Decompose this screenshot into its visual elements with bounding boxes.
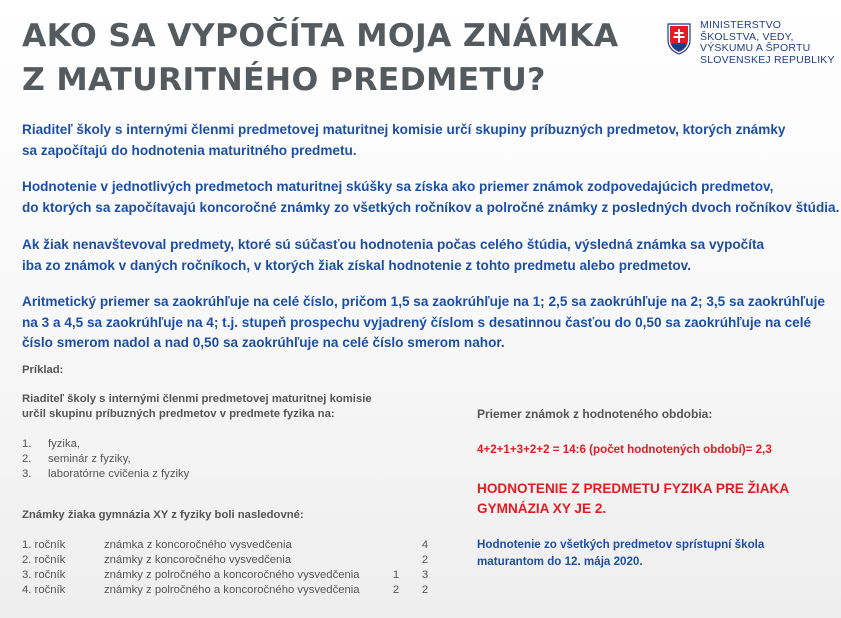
table-row [22, 553, 442, 568]
paragraph-3-line-2: iba zo známok v daných ročníkoch, v ktorých žiak získal hodnotenie z tohto predmetu alebo predmetov. [22, 257, 691, 273]
ministry-name-line-2: ŠKOLSTVA, VEDY, [700, 30, 794, 43]
grades-table [22, 538, 442, 598]
availability-note [477, 536, 764, 570]
paragraph-1-line-1: Riaditeľ školy s internými členmi predmetovej maturitnej komisie určí skupiny príbuzných predmetov, ktorých známky [22, 122, 786, 137]
paragraph-4-line-3: číslo smerom nadol a nad 0,50 sa zaokrúhľuje na celé číslo smerom nahor. [22, 335, 505, 350]
table-row [22, 538, 442, 553]
list-item-text: fyzika, [48, 438, 81, 450]
page-title [22, 14, 662, 102]
result-headline-line-2: GYMNÁZIA XY JE 2. [477, 501, 607, 516]
grade-final: 2 [421, 584, 429, 596]
slovak-coat-of-arms-icon [666, 23, 692, 55]
grade-year: 1. ročník [22, 539, 66, 551]
paragraph-partial-study [22, 235, 827, 276]
table-row [22, 583, 442, 598]
grade-year: 4. ročník [22, 584, 66, 596]
grade-half-year: 2 [392, 584, 400, 596]
grade-description: známky z koncoročného vysvedčenia [104, 554, 292, 566]
grade-description: známky z polročného a koncoročného vysvedčenia [104, 569, 360, 581]
list-item-text: seminár z fyziky, [48, 453, 131, 465]
paragraph-rounding [22, 292, 827, 354]
paragraph-3-line-1: Ak žiak nenavštevoval predmety, ktoré sú súčasťou hodnotenia počas celého štúdia, výsledná známka sa vypočíta [22, 237, 765, 252]
grade-final: 3 [421, 569, 429, 581]
page-title-line-2: Z MATURITNÉHO PREDMETU? [22, 62, 546, 98]
result-headline-line-1: HODNOTENIE Z PREDMETU FYZIKA PRE ŽIAKA [477, 481, 790, 496]
list-item-text: laboratórne cvičenia z fyziky [48, 468, 190, 480]
paragraph-2-line-2: do ktorých sa započítavajú koncoročné známky zo všetkých ročníkov a polročné známky z posledných dvoch ročníkov štúdia. [22, 199, 840, 215]
availability-note-line-2: maturantom do 12. mája 2020. [477, 555, 643, 568]
paragraph-4-line-1: Aritmetický priemer sa zaokrúhľuje na celé číslo, pričom 1,5 sa zaokrúhľuje na 1; 2,5 sa zaokrúhľuje na 2; 3,5 sa zaokrúhľuje [22, 294, 825, 309]
grades-heading: Známky žiaka gymnázia XY z fyziky boli nasledovné: [22, 509, 304, 521]
grade-year: 2. ročník [22, 554, 66, 566]
grade-half-year: 1 [392, 569, 400, 581]
table-row [22, 568, 442, 583]
average-label: Priemer známok z hodnoteného obdobia: [477, 407, 713, 421]
paragraph-1-line-2: sa započítajú do hodnotenia maturitného predmetu. [22, 142, 357, 158]
list-item-number: 2. [22, 453, 32, 465]
grade-final: 2 [421, 554, 429, 566]
grade-description: známka z koncoročného vysvedčenia [104, 539, 292, 551]
example-intro [22, 392, 372, 422]
example-intro-line-1: Riaditeľ školy s internými členmi predmetovej maturitnej komisie [22, 393, 372, 405]
result-headline [477, 479, 789, 519]
grade-final: 4 [421, 539, 429, 551]
paragraph-2-line-1: Hodnotenie v jednotlivých predmetoch maturitnej skúšky sa získa ako priemer známok zodpovedajúcich predmetov, [22, 179, 774, 194]
example-label: Príklad: [22, 364, 64, 376]
paragraph-average [22, 177, 840, 218]
ministry-name-line-3: VÝSKUMU A ŠPORTU [700, 42, 811, 54]
list-item-number: 1. [22, 438, 32, 450]
list-item-number: 3. [22, 468, 32, 480]
availability-note-line-1: Hodnotenie zo všetkých predmetov sprístupní škola [477, 538, 765, 551]
paragraph-groups [22, 120, 827, 161]
ministry-logo [666, 20, 836, 80]
grade-description: známky z polročného a koncoročného vysvedčenia [104, 584, 360, 596]
ministry-name-line-1: MINISTERSTVO [700, 19, 782, 31]
page-title-line-1: AKO SA VYPOČÍTA MOJA ZNÁMKA [22, 18, 619, 54]
average-formula: 4+2+1+3+2+2 = 14:6 (počet hodnotených období)= 2,3 [477, 443, 772, 456]
example-intro-line-2: určil skupinu príbuzných predmetov v predmete fyzika na: [22, 408, 335, 420]
ministry-name-line-4: SLOVENSKEJ REPUBLIKY [700, 53, 835, 66]
ministry-name [700, 20, 835, 66]
paragraph-4-line-2: na 3 a 4,5 sa zaokrúhľuje na 4; t.j. stupeň prospechu vyjadrený číslom s desatinnou časťou do 0,50 sa zaokrúhľuje na celé [22, 314, 812, 330]
grade-year: 3. ročník [22, 569, 66, 581]
